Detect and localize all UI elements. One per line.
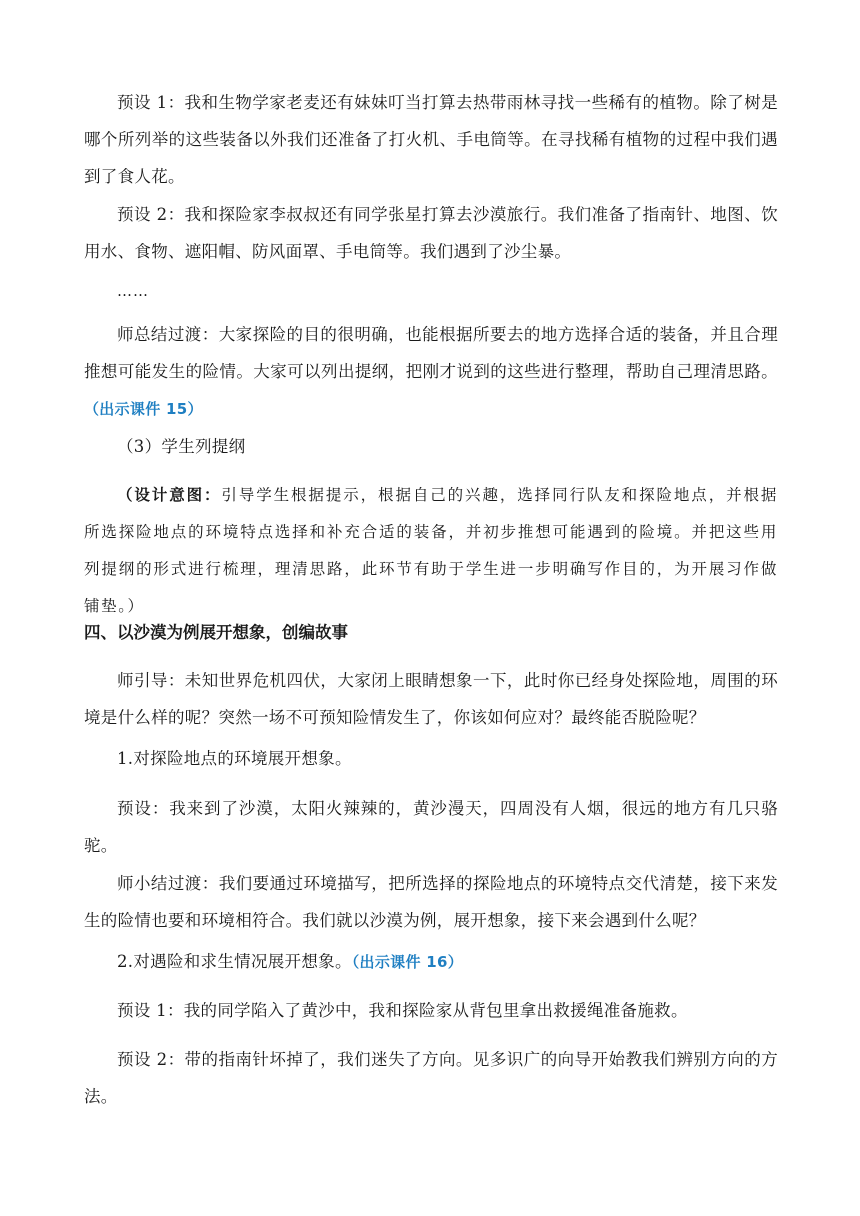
paragraph-teacher-summary	[84, 316, 778, 428]
paragraph-teacher-guide: 师引导：未知世界危机四伏，大家闭上眼睛想象一下，此时你已经身处探险地，周围的环境是什么样的呢？突然一场不可预知险情发生了，你该如何应对？最终能否脱险呢？	[84, 671, 778, 727]
paragraph-preset-danger-1: 预设 1：我的同学陷入了黄沙中，我和探险家从背包里拿出救援绳准备施救。	[117, 1001, 688, 1020]
ellipsis: ……	[117, 282, 149, 300]
paragraph-preset-danger-2: 预设 2：带的指南针坏掉了，我们迷失了方向。见多识广的向导开始教我们辨别方向的方法。	[84, 1050, 778, 1106]
design-intent-label: （设计意图：	[117, 486, 222, 504]
section-heading-4: 四、以沙漠为例展开想象，创编故事	[84, 623, 348, 642]
paragraph-preset-2: 预设 2：我和探险家李叔叔还有同学张星打算去沙漠旅行。我们准备了指南针、地图、饮用水、食物、遮阳帽、防风面罩、手电筒等。我们遇到了沙尘暴。	[84, 205, 778, 261]
design-intent-text: 引导学生根据提示，根据自己的兴趣，选择同行队友和探险地点，并根据所选探险地点的环境特点选择和补充合适的装备，并初步推想可能遇到的险境。并把这些用列提纲的形式进行梳理，理清思路，此环节有助于学生进一步明确写作目的，为开展习作做铺垫。）	[84, 486, 778, 615]
courseware-16-ref: （出示课件 16）	[351, 953, 464, 971]
courseware-15-ref: （出示课件 15）	[84, 400, 203, 418]
list-item-2	[84, 943, 778, 981]
paragraph-preset-environment: 预设：我来到了沙漠，太阳火辣辣的，黄沙漫天，四周没有人烟，很远的地方有几只骆驼。	[84, 799, 778, 855]
design-intent	[84, 477, 778, 625]
list-item-1: 1.对探险地点的环境展开想象。	[117, 749, 352, 768]
teacher-summary-text: 师总结过渡：大家探险的目的很明确，也能根据所要去的地方选择合适的装备，并且合理推想可能发生的险情。大家可以列出提纲，把刚才说到的这些进行整理，帮助自己理清思路。	[84, 325, 778, 381]
paragraph-preset-1: 预设 1：我和生物学家老麦还有妹妹叮当打算去热带雨林寻找一些稀有的植物。除了树是哪个所列举的这些装备以外我们还准备了打火机、手电筒等。在寻找稀有植物的过程中我们遇到了食人花。	[84, 93, 778, 186]
list-item-2-text: 2.对遇险和求生情况展开想象。	[117, 952, 352, 971]
paragraph-step-3: （3）学生列提纲	[117, 437, 246, 456]
paragraph-teacher-small-summary: 师小结过渡：我们要通过环境描写，把所选择的探险地点的环境特点交代清楚，接下来发生的险情也要和环境相符合。我们就以沙漠为例，展开想象，接下来会遇到什么呢？	[84, 874, 778, 930]
